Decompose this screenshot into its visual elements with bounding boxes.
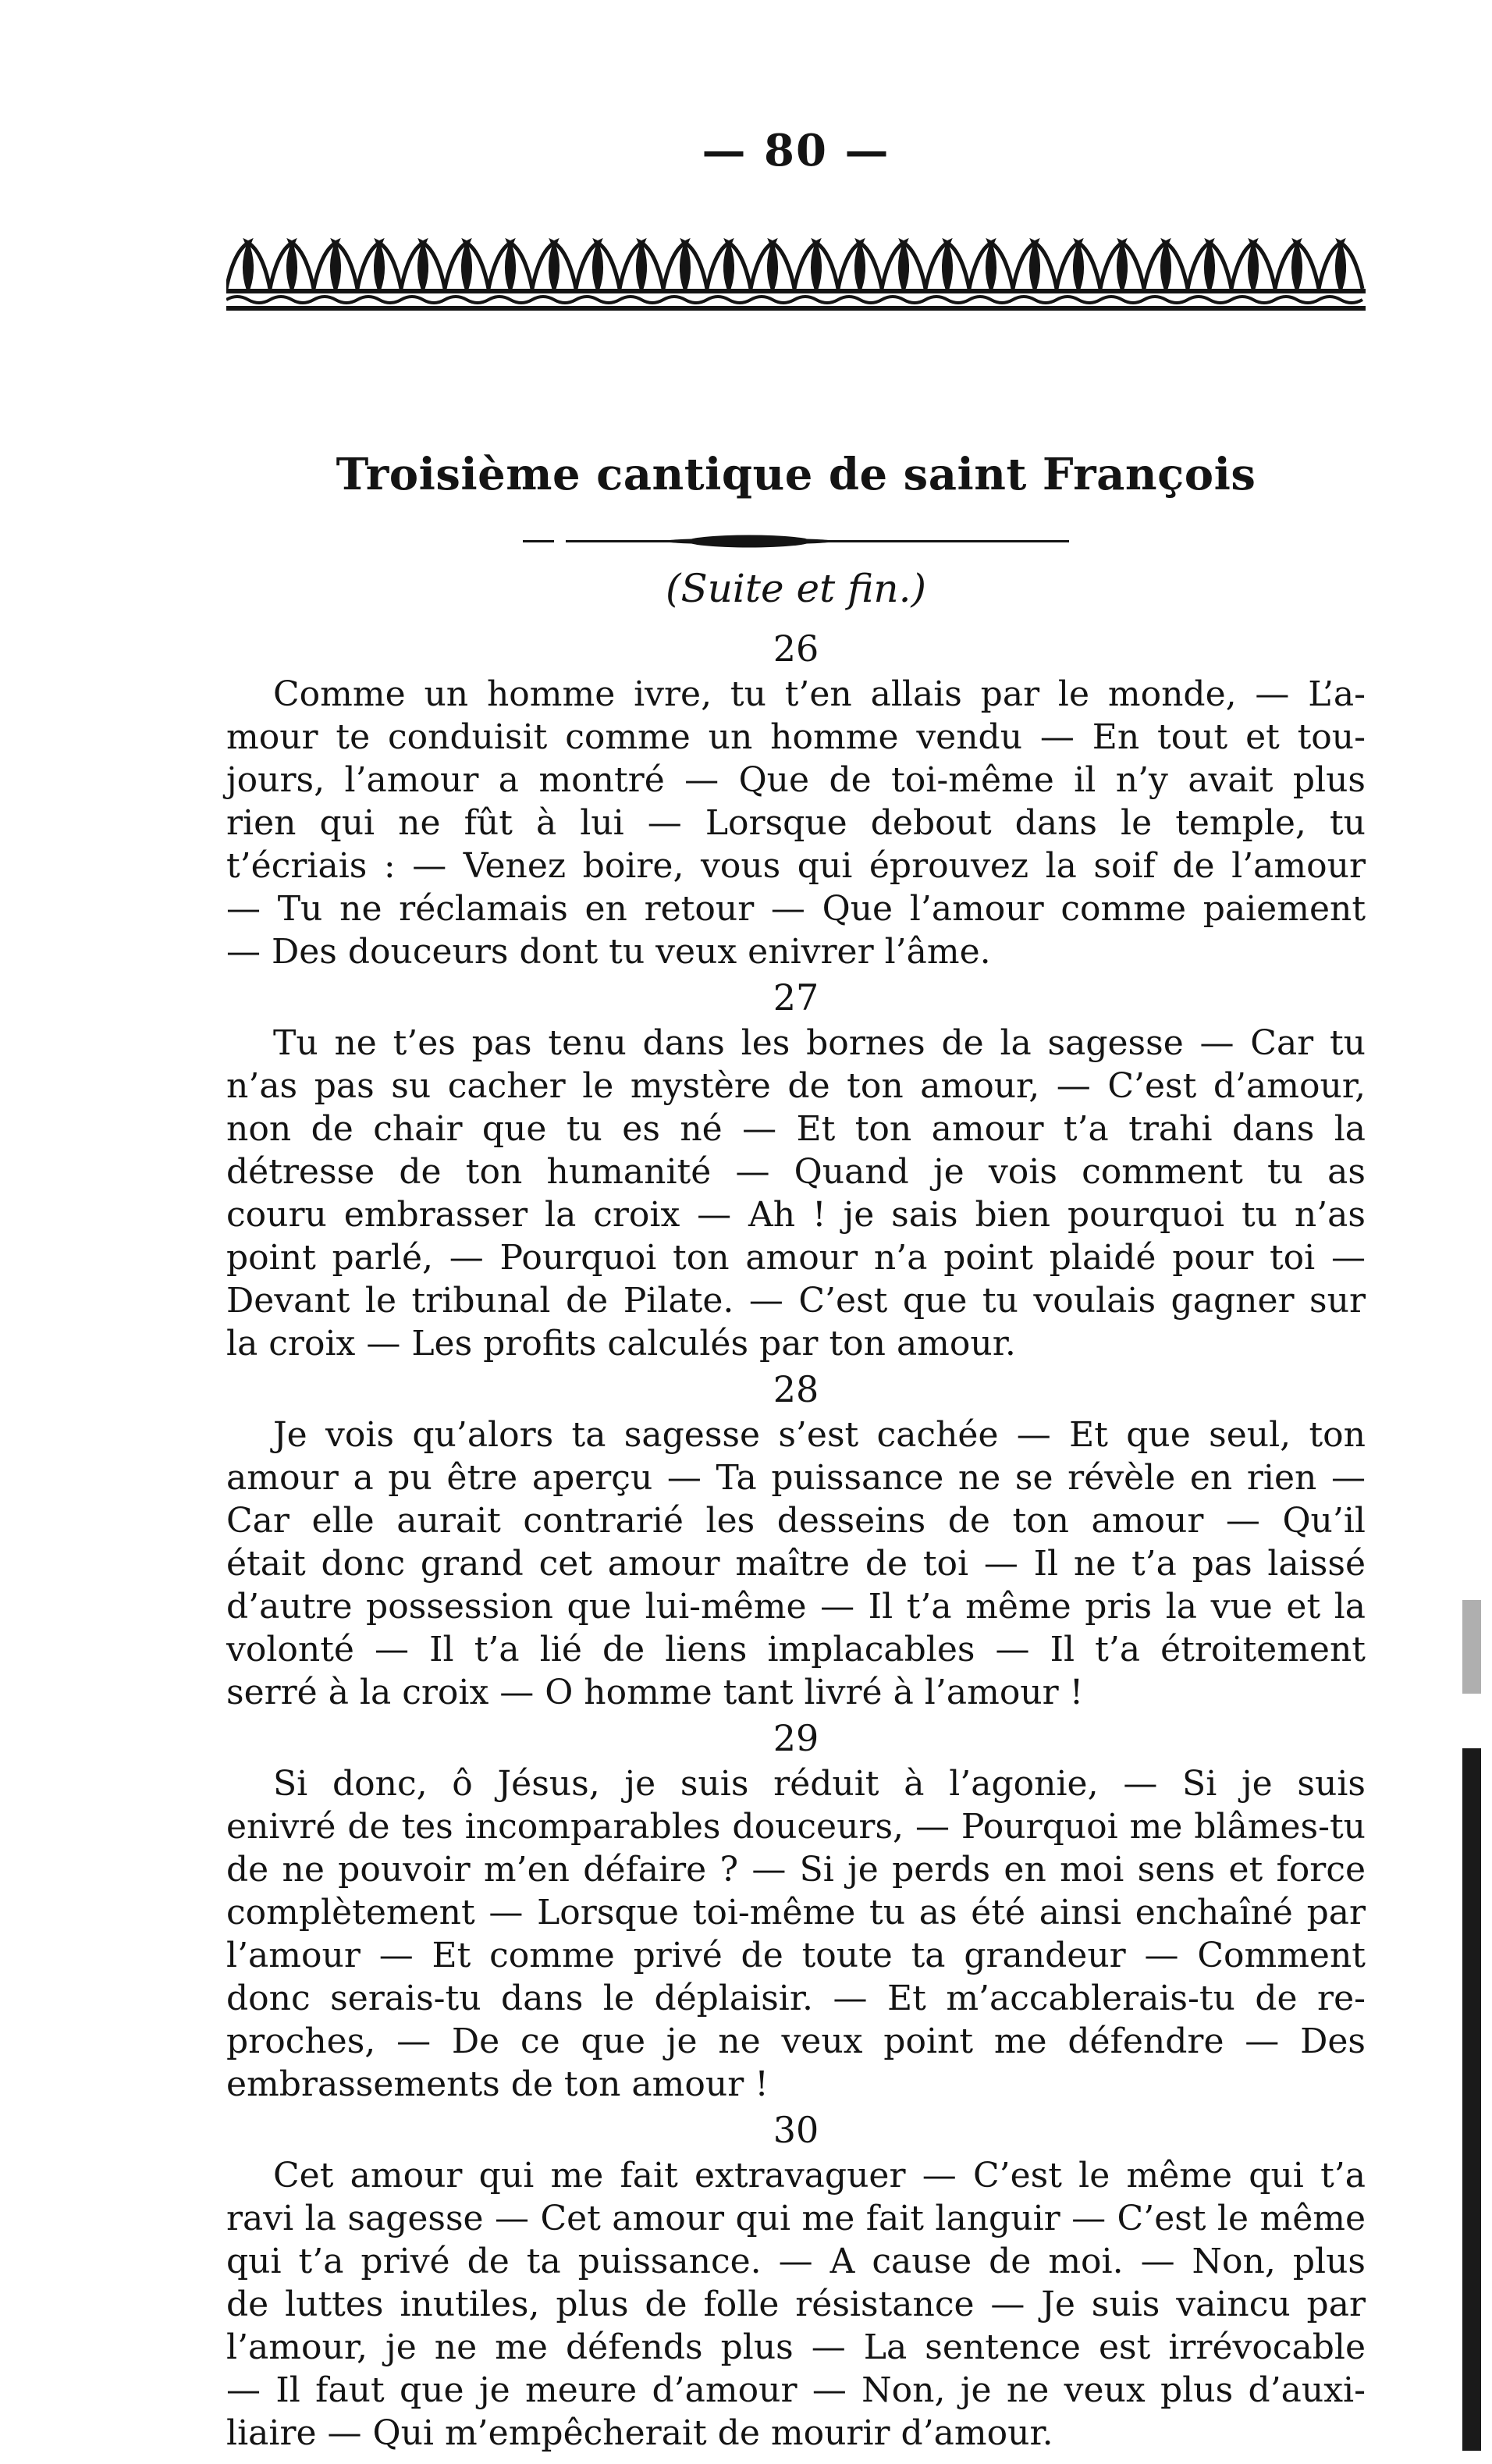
verse-line: Car elle aurait contrarié les desseins de ton amour — Qu’il	[226, 1501, 1366, 1541]
scan-edge-binding	[1462, 1748, 1481, 2451]
verse-line: point parlé, — Pourquoi ton amour n’a point plaidé pour toi —	[226, 1238, 1366, 1278]
verse-line: t’écriais : — Venez boire, vous qui éprouvez la soif de l’amour	[226, 846, 1366, 886]
page-number: — 80 —	[702, 125, 890, 176]
subtitle: (Suite et fin.)	[665, 566, 927, 611]
verse-line: Je vois qu’alors ta sagesse s’est cachée — Et que seul, ton	[273, 1415, 1366, 1455]
verse-line: non de chair que tu es né — Et ton amour t’a trahi dans la	[226, 1109, 1366, 1149]
verse-line: l’amour, je ne me défends plus — La sentence est irrévocable	[226, 2327, 1366, 2367]
verse-line: volonté — Il t’a lié de liens implacables — Il t’a étroitement	[226, 1630, 1366, 1669]
verse-line: la croix — Les profits calculés par ton amour.	[226, 1324, 1016, 1364]
verse-line: Comme un homme ivre, tu t’en allais par le monde, — L’a-	[273, 674, 1366, 714]
verse-paragraph	[226, 1022, 1366, 1365]
verse-paragraph	[226, 673, 1366, 973]
verse-line: liaire — Qui m’empêcherait de mourir d’amour.	[226, 2413, 1053, 2453]
verse-line: Cet amour qui me fait extravaguer — C’est le même qui t’a	[273, 2156, 1366, 2196]
verse-line: Si donc, ô Jésus, je suis réduit à l’agonie, — Si je suis	[273, 1764, 1366, 1804]
verse-line: de luttes inutiles, plus de folle résistance — Je suis vaincu par	[226, 2284, 1366, 2324]
verse-number: 30	[773, 2109, 819, 2151]
verse-line: qui t’a privé de ta puissance. — A cause de moi. — Non, plus	[226, 2242, 1366, 2281]
verse-line: ravi la sagesse — Cet amour qui me fait languir — C’est le même	[226, 2199, 1366, 2238]
cantique-text	[226, 624, 1366, 2455]
title-rule-divider	[523, 532, 1069, 551]
verse-line: rien qui ne fût à lui — Lorsque debout dans le temple, tu	[226, 803, 1366, 843]
verse-number: 26	[773, 628, 819, 670]
verse-paragraph	[226, 1413, 1366, 1714]
verse-line: Tu ne t’es pas tenu dans les bornes de la sagesse — Car tu	[273, 1023, 1366, 1063]
verse-line: n’as pas su cacher le mystère de ton amour, — C’est d’amour,	[226, 1066, 1366, 1106]
verse-number: 29	[773, 1717, 819, 1759]
verse-line: couru embrasser la croix — Ah ! je sais bien pourquoi tu n’as	[226, 1195, 1366, 1235]
verse-paragraph	[226, 1762, 1366, 2106]
verse-line: jours, l’amour a montré — Que de toi-même il n’y avait plus	[226, 760, 1366, 800]
verse-line: — Des douceurs dont tu veux enivrer l’âme.	[226, 932, 991, 972]
verse-line: complètement — Lorsque toi-même tu as été ainsi enchaîné par	[226, 1893, 1366, 1932]
verse-line: de ne pouvoir m’en défaire ? — Si je perds en moi sens et force	[226, 1850, 1366, 1890]
verse-line: embrassements de ton amour !	[226, 2064, 769, 2104]
verse-line: enivré de tes incomparables douceurs, — Pourquoi me blâmes-tu	[226, 1807, 1366, 1847]
verse-line: Devant le tribunal de Pilate. — C’est que tu voulais gagner sur	[226, 1281, 1366, 1321]
verse-line: d’autre possession que lui-même — Il t’a même pris la vue et la	[226, 1587, 1366, 1627]
verse-line: détresse de ton humanité — Quand je vois comment tu as	[226, 1152, 1366, 1192]
verse-number: 27	[773, 976, 819, 1019]
verse-line: serré à la croix — O homme tant livré à l’amour !	[226, 1673, 1084, 1712]
verse-line: proches, — De ce que je ne veux point me défendre — Des	[226, 2021, 1366, 2061]
verse-paragraph	[226, 2154, 1366, 2455]
verse-line: — Il faut que je meure d’amour — Non, je ne veux plus d’auxi-	[226, 2370, 1366, 2410]
ornamental-border-icon	[226, 234, 1366, 312]
page-title: Troisième cantique de saint François	[336, 449, 1256, 500]
scan-edge-shadow	[1462, 1600, 1481, 1694]
verse-line: amour a pu être aperçu — Ta puissance ne se révèle en rien —	[226, 1458, 1366, 1498]
verse-line: — Tu ne réclamais en retour — Que l’amour comme paiement	[226, 889, 1366, 929]
verse-line: donc serais-tu dans le déplaisir. — Et m’accablerais-tu de re-	[226, 1979, 1366, 2018]
verse-number: 28	[773, 1368, 819, 1410]
verse-line: était donc grand cet amour maître de toi — Il ne t’a pas laissé	[226, 1544, 1366, 1584]
verse-line: mour te conduisit comme un homme vendu — En tout et tou-	[226, 717, 1366, 757]
verse-line: l’amour — Et comme privé de toute ta grandeur — Comment	[226, 1936, 1366, 1975]
